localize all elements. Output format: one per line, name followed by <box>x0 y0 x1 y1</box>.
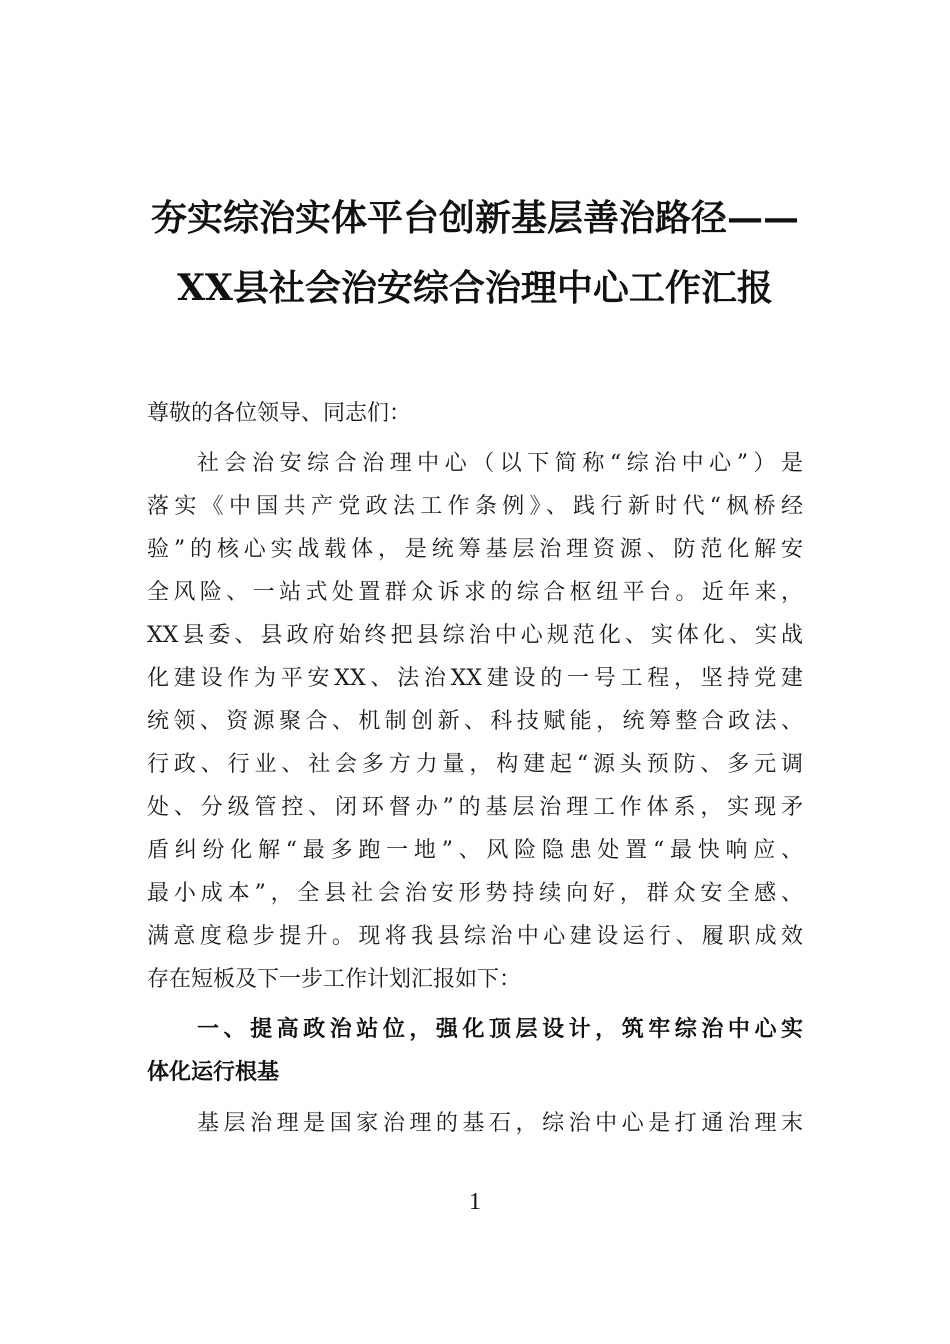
intro-line: 存在短板及下一步工作计划汇报如下： <box>147 967 522 992</box>
intro-line: 落实《中国共产党政法工作条例》、践行新时代“枫桥经 <box>147 494 803 519</box>
salutation: 尊敬的各位领导、同志们： <box>147 401 412 426</box>
intro-line: 统领、资源聚合、机制创新、科技赋能，统筹整合政法、 <box>147 709 803 734</box>
intro-line: 化建设作为平安XX、法治XX建设的一号工程，坚持党建 <box>147 666 803 691</box>
intro-line: 验”的核心实战载体，是统筹基层治理资源、防范化解安 <box>147 537 803 562</box>
intro-line: XX县委、县政府始终把县综治中心规范化、实体化、实战 <box>147 623 803 648</box>
section-1-heading-line-2: 体化运行根基 <box>147 1060 280 1085</box>
intro-line: 处、分级管控、闭环督办”的基层治理工作体系，实现矛 <box>147 795 803 820</box>
intro-line: 盾纠纷化解“最多跑一地”、风险隐患处置“最快响应、 <box>147 838 803 863</box>
document-title-line-2: XX县社会治安综合治理中心工作汇报 <box>177 267 773 309</box>
intro-line: 全风险、一站式处置群众诉求的综合枢纽平台。近年来， <box>147 580 803 605</box>
section-1-first-line: 基层治理是国家治理的基石，综治中心是打通治理末 <box>197 1111 803 1136</box>
intro-line: 社会治安综合治理中心（以下简称“综治中心”）是 <box>197 451 803 476</box>
document-title-line-1: 夯实综治实体平台创新基层善治路径—— <box>150 197 799 239</box>
intro-line: 最小成本”，全县社会治安形势持续向好，群众安全感、 <box>147 881 803 906</box>
section-1-heading-line-1: 一、提高政治站位，强化顶层设计，筑牢综治中心实 <box>197 1017 803 1042</box>
intro-line: 行政、行业、社会多方力量，构建起“源头预防、多元调 <box>147 752 803 777</box>
page-number: 1 <box>469 1189 481 1215</box>
intro-line: 满意度稳步提升。现将我县综治中心建设运行、履职成效 <box>147 924 803 949</box>
